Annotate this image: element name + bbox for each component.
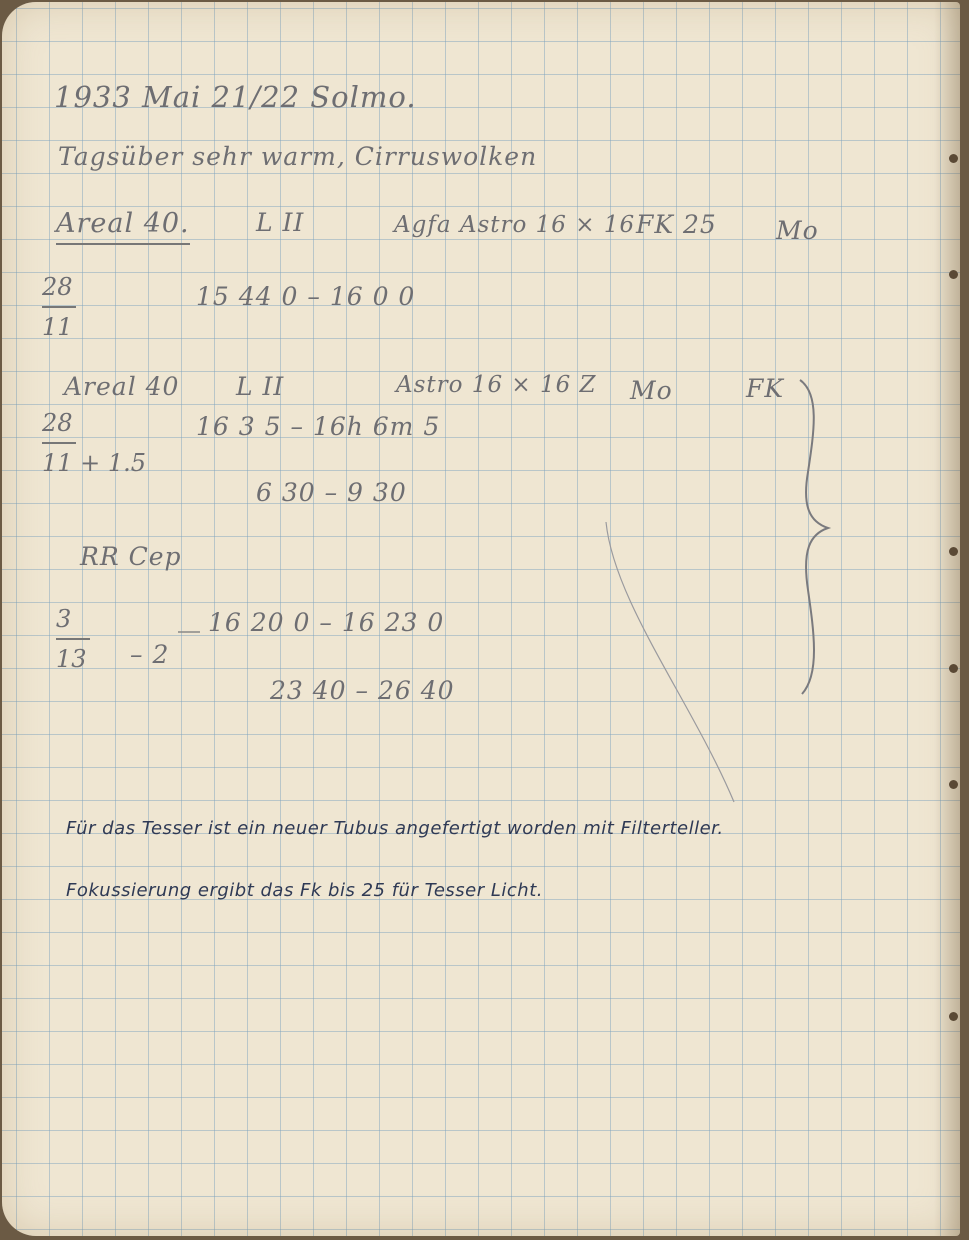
ratio-numerator: 28 bbox=[42, 409, 73, 437]
notebook-page bbox=[2, 2, 960, 1236]
mode-label: L II bbox=[256, 208, 305, 237]
observer-label: Mo bbox=[630, 376, 673, 405]
observer-label: Mo bbox=[776, 216, 819, 245]
target-label: RR Cep bbox=[80, 542, 182, 571]
pencil-marks bbox=[2, 2, 960, 1236]
filter-label: FK bbox=[746, 374, 785, 403]
filter-label: FK 25 bbox=[636, 210, 717, 239]
note-line: Für das Tesser ist ein neuer Tubus angefertigt worden mit Filterteller. bbox=[66, 818, 724, 839]
ratio-numerator: 3 bbox=[56, 605, 72, 633]
curly-brace bbox=[800, 380, 828, 694]
plate-label: Astro 16 × 16 Z bbox=[396, 372, 597, 398]
note-line: Fokussierung ergibt das Fk bis 25 für Tesser Licht. bbox=[66, 880, 543, 901]
stray-line bbox=[606, 522, 734, 802]
exposure-time: 16 3 5 – 16h 6m 5 bbox=[196, 412, 441, 441]
date-line: 1933 Mai 21/22 Solmo. bbox=[54, 80, 417, 114]
exposure-time: 6 30 – 9 30 bbox=[256, 478, 407, 507]
ratio-numerator: 28 bbox=[42, 273, 73, 301]
binding-hole bbox=[949, 547, 958, 556]
exposure-time: 16 20 0 – 16 23 0 bbox=[208, 608, 445, 637]
binding-hole bbox=[949, 780, 958, 789]
conditions-line: Tagsüber sehr warm, Cirruswolken bbox=[58, 142, 538, 171]
binding-hole bbox=[949, 270, 958, 279]
ratio-denominator: 13 bbox=[56, 645, 87, 673]
mode-label: L II bbox=[236, 372, 285, 401]
instrument-label: Areal 40. bbox=[56, 208, 190, 245]
ratio-denominator: 11 + 1.5 bbox=[42, 449, 147, 477]
instrument-label: Areal 40 bbox=[64, 372, 180, 401]
exposure-time: 15 44 0 – 16 0 0 bbox=[196, 282, 416, 311]
exposure-time: 23 40 – 26 40 bbox=[270, 676, 455, 705]
binding-hole bbox=[949, 154, 958, 163]
binding-hole bbox=[949, 1012, 958, 1021]
plate-label: Agfa Astro 16 × 16 bbox=[394, 212, 636, 238]
binding-hole bbox=[949, 664, 958, 673]
ratio-denominator: 11 bbox=[42, 313, 73, 341]
offset-value: – 2 bbox=[130, 640, 170, 669]
